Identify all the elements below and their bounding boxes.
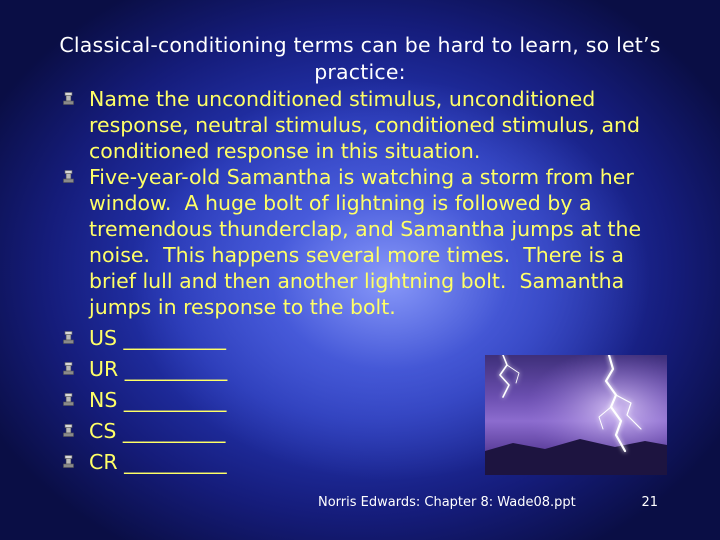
pedestal-bullet-icon [62,170,75,183]
bullet-text: CR __________ [89,450,227,474]
pedestal-bullet-icon [62,455,75,468]
lightning-storm-image [485,355,667,475]
bullet-item [62,164,662,320]
bullet-text: Five-year-old Samantha is watching a storm from her window. A huge bolt of lightning is followed by a tremendous thunderclap, and Samantha jumps at the noise. This happens several more times. There is a brief lull and then another lightning bolt. Samantha jumps in response to the bolt. [89,165,648,319]
bullet-item [62,325,662,351]
pedestal-bullet-icon [62,362,75,375]
slide-title: Classical-conditioning terms can be hard to learn, so let’s practice: [59,33,661,84]
pedestal-bullet-icon [62,393,75,406]
footer-text: Norris Edwards: Chapter 8: Wade08.ppt [318,495,576,510]
lightning-bolt-icon [485,355,667,475]
bullet-item [62,86,662,164]
bullet-text: UR __________ [89,357,228,381]
bullet-text: NS __________ [89,388,227,412]
bullet-text: Name the unconditioned stimulus, unconditioned response, neutral stimulus, conditioned stimulus, and conditioned response in this situation. [89,87,647,163]
bullet-text: CS __________ [89,419,226,443]
bullet-text: US __________ [89,326,227,350]
pedestal-bullet-icon [62,331,75,344]
pedestal-bullet-icon [62,424,75,437]
pedestal-bullet-icon [62,92,75,105]
slide-number: 21 [641,495,658,510]
